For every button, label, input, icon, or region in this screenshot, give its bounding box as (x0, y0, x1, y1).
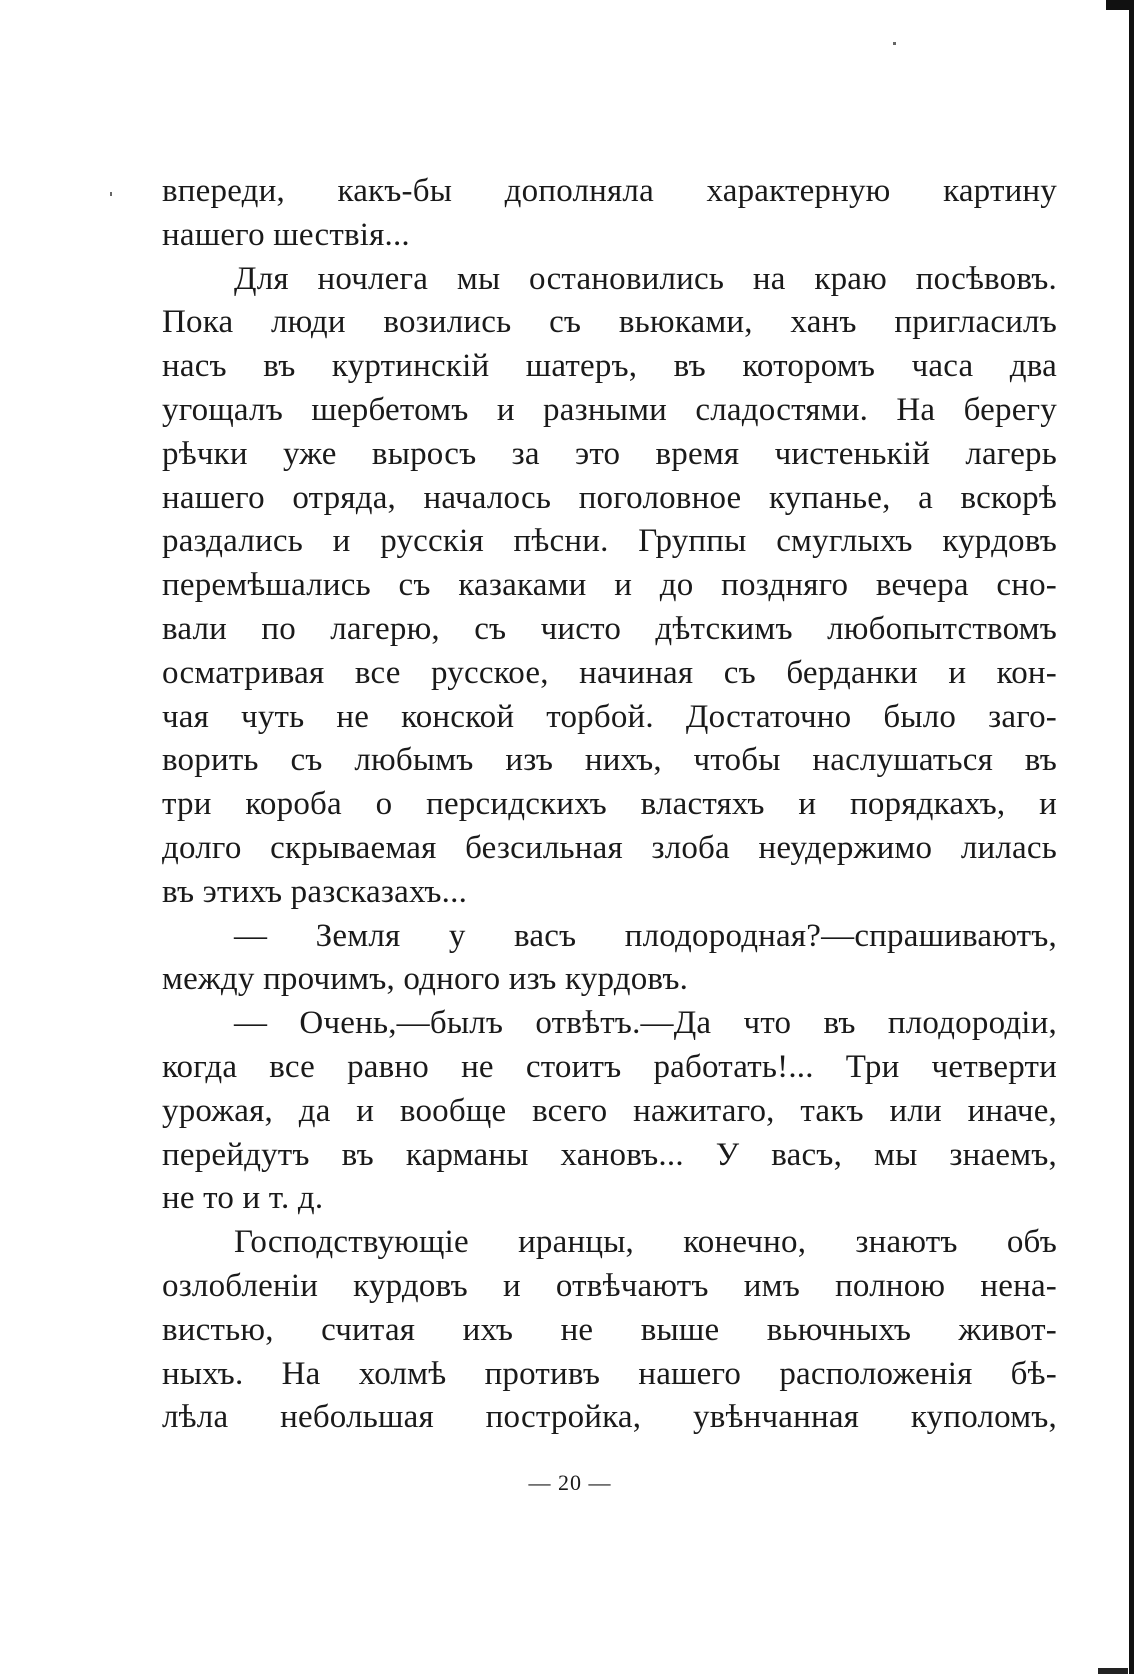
text-line: лѣла небольшая постройка, увѣнчанная куполомъ, (162, 1399, 1057, 1436)
text-line: осматривая все русское, начиная съ берданки и кон- (162, 654, 1057, 691)
text-line: ныхъ. На холмѣ противъ нашего расположенія бѣ- (162, 1355, 1057, 1392)
text-line: Господствующіе иранцы, конечно, знаютъ объ (234, 1224, 1057, 1261)
text-line: вистью, считая ихъ не выше вьючныхъ живот- (162, 1311, 1057, 1348)
paper-speck (110, 192, 112, 196)
text-line: впереди, какъ-бы дополняла характерную картину (162, 173, 1057, 209)
text-line: — Земля у васъ плодородная?—спрашиваютъ, (234, 917, 1057, 954)
text-line: не то и т. д. (162, 1180, 324, 1217)
page-number: — 20 — (528, 1470, 612, 1495)
text-line: чая чуть не конской торбой. Достаточно было заго- (162, 698, 1057, 735)
text-line: нашего шествія... (162, 216, 410, 253)
text-line: вали по лагерю, съ чисто дѣтскимъ любопытствомъ (162, 610, 1057, 647)
page-edge-corner-bottom (1098, 1668, 1128, 1674)
text-line: угощалъ шербетомъ и разными сладостями. На берегу (162, 391, 1057, 428)
text-line: Пока люди возились съ вьюками, ханъ пригласилъ (162, 304, 1057, 341)
text-line: долго скрываемая безсильная злоба неудержимо лилась (162, 829, 1057, 866)
text-line: насъ въ куртинскій шатеръ, въ которомъ часа два (162, 348, 1057, 385)
text-line: нашего отряда, началось поголовное купанье, а вскорѣ (162, 479, 1057, 516)
page-edge-shadow (1129, 0, 1134, 1674)
text-line: — Очень,—былъ отвѣтъ.—Да что въ плодородіи, (234, 1005, 1057, 1042)
text-line: раздались и русскія пѣсни. Группы смуглыхъ курдовъ (162, 523, 1057, 560)
text-line: ворить съ любымъ изъ нихъ, чтобы наслушаться въ (162, 742, 1057, 779)
text-line: три короба о персидскихъ властяхъ и порядкахъ, и (162, 786, 1057, 823)
text-line: рѣчки уже выросъ за это время чистенькій лагерь (162, 435, 1057, 472)
text-line: перейдутъ въ карманы хановъ... У васъ, мы знаемъ, (162, 1136, 1057, 1173)
text-line: между прочимъ, одного изъ курдовъ. (162, 961, 689, 998)
text-line: озлобленіи курдовъ и отвѣчаютъ имъ полною нена- (162, 1267, 1057, 1304)
page-edge-corner-top (1106, 0, 1134, 10)
text-line: Для ночлега мы остановились на краю посѣвовъ. (234, 260, 1057, 297)
page-text (162, 170, 1057, 1440)
text-line: перемѣшались съ казаками и до поздняго вечера сно- (162, 567, 1057, 604)
text-line: урожая, да и вообще всего нажитаго, такъ или иначе, (162, 1092, 1057, 1129)
paper-speck (893, 42, 896, 45)
text-line: въ этихъ разсказахъ... (162, 873, 468, 910)
text-line: когда все равно не стоитъ работать!... Три четверти (162, 1048, 1057, 1085)
